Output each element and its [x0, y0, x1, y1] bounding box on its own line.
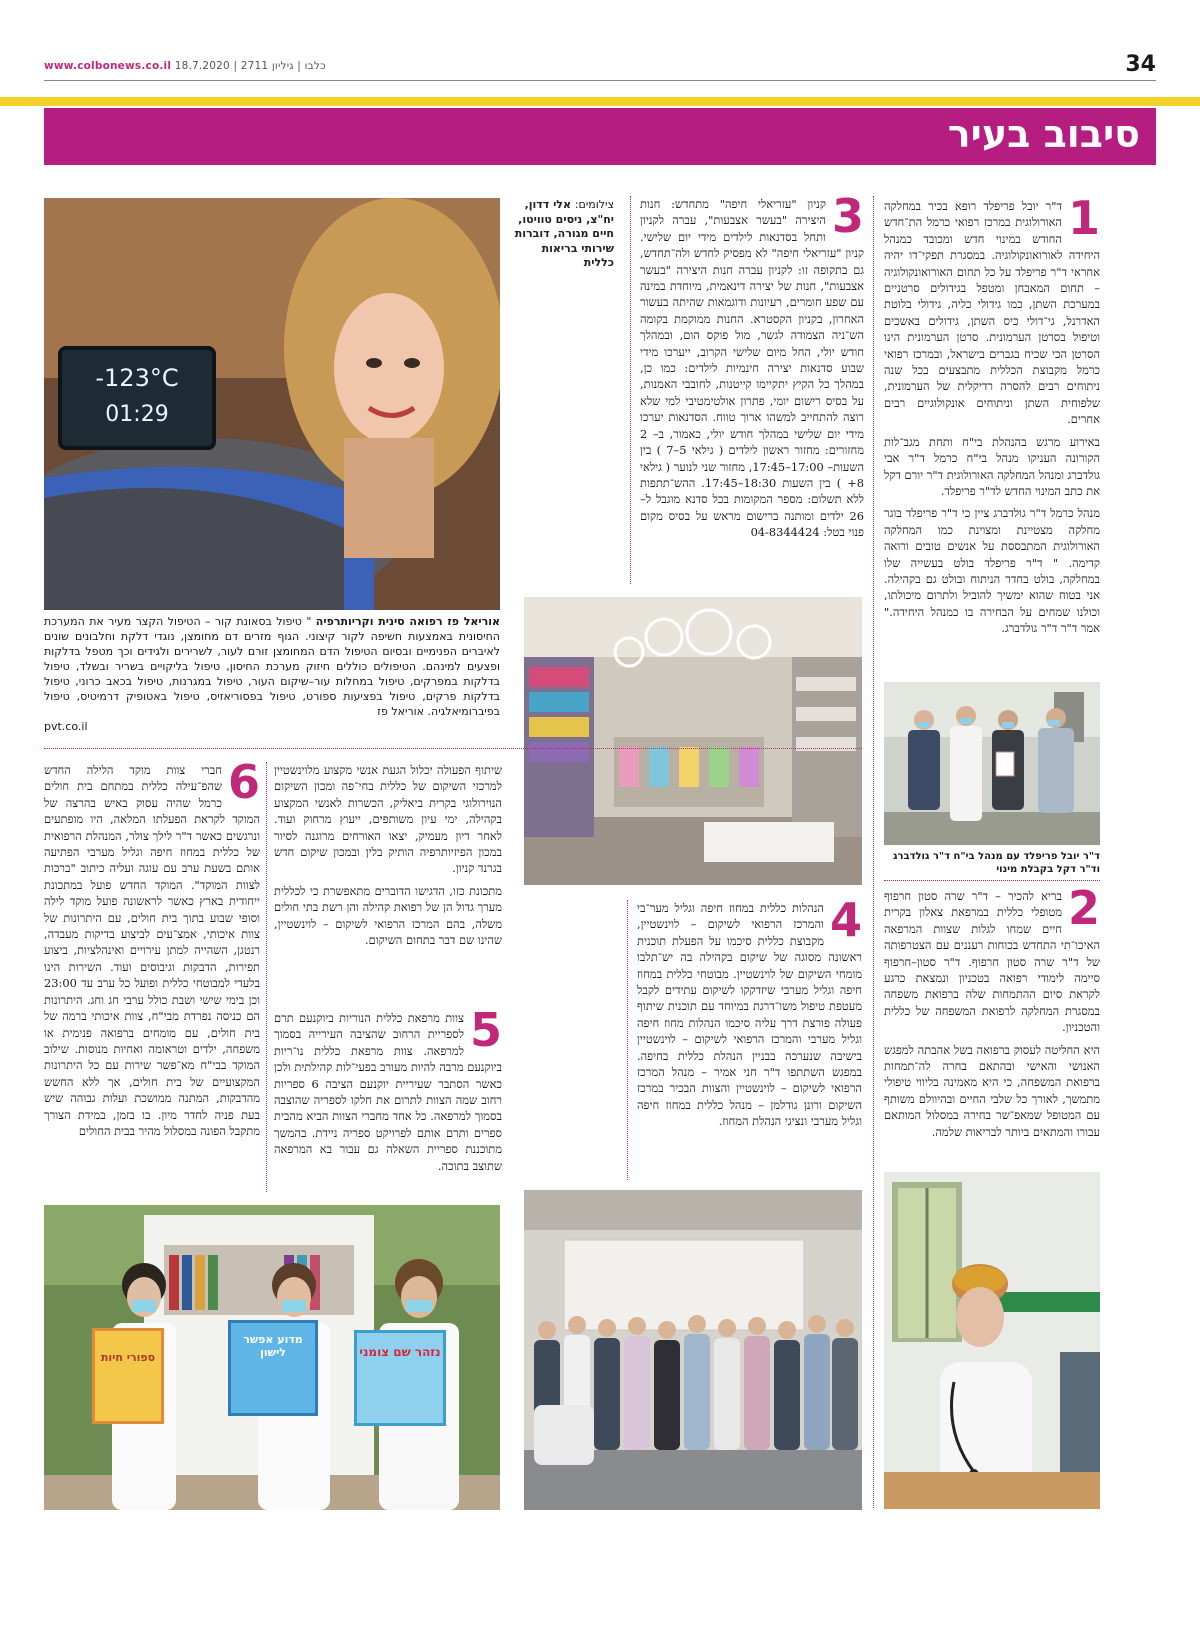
item-5-paragraph: צוות מרפאת כללית הנוריות ביוקנעם תרם לספריית הרחוב שהציבה העירייה בסמוך למרפאה. צוות מרפאת כללית נו־ריות ביוקנעם מרבה להיות מעורב בפעי־לות קהילתית ולכן כאשר הסתבר שעיריית יוקנעם הציבה 6 ספריות רחוב שמה הצוות לתרום את חלקו לספריה שהוצבה בסמוך למרפאה. כל אחד מחברי הצוות הביא מהבית ספרים ותרם אותם לפרויקט ספריה ניידת. בהמשך מתוכננת ספריית השאלה גם עבור בא המרפאה שתוצב בתוכה. — [274, 1011, 502, 1173]
ad-body: " טיפול בסאונת קור – הטיפול הקצר מעיר את המערכת החיסונית באמצעות חשיפה לקור קיצוני. הגוף מזרים דם מחומצן, נוגדי דלקת וחלבונים שונים לאיברים הפנימיים ובסיום הטיפול הדם המחומצן זורם לעור, לשרירים ולגידים וכך מטפל בדלקות ופצעים למינהם. הטיפולים כוללים חיזוק מערכת החיסון, טיפול בליקויים בשריר ובשלד, טיפול בדלקות במפרקים, טיפול במחלות עור–שיקום העור, טיפול במגרנות, טיפול בכאב כרוני, טיפול בדלקות פרקים, טיפול בפציעות ספורט, טיפול בפסוריאזיס, טיפול באטופיק דרמיטיס, טיפול בפיברומיאלגיה. אוריאל פז — [44, 615, 500, 718]
item-1-text — [884, 198, 1100, 668]
item-6-paragraph: חברי צוות מוקד הלילה החדש שהפ־עילה כללית במתחם בית חולים כרמל שהיה עסוק באיש בהרצה של המוקד לקראת הפעלתו המלאה, היו מופתעים ונרגשים כאשר ד"ר לילך צולר, המנהלת הרפואית של כללית במחוז חיפה וגליל מערבי הפתיעה אותם בשעת ערב עם עוגה ועליה כיתוב "ברכות לצוות המוקד". המוקד החדש פועל במתכונת ייחודית בארץ כאשר לראשונה פועל מוקד לילה וסופי שבוע בתוך בית חולים, עם היתרונות של צוות איכותי, אמצ־עים לביצוע בדיקות מעבדה, רנטגן, השהייה למתן עירויים ואינהלציות, ביצוע תפירות, הדבקות וגיבוסים ועוד. השירות הינו בלעדי למבוטחי כללית ופועל כל ערב עד 23:00 וכן בימי שישי ושבת כולל ערבי חג וחג. היתרונות הם כניסה נפרדת מבי"ח, צוות איכותי ברמה של בית חולים, עם מומחים ברפואה פנימית או משפחה, ילדים וטראומה ואחיות מנוסות. שילוב המוקד בבי"ח מא־פשר שירות עם כל היתרונות המקצועיים של בית חולים, אך ללא החשש מהדבקות, המתנה ממושכת ועלות גבוהה שיש בעת פניה לחדר מיון. בו בזמן, במידת הצורך מתקבל הפונה במסלול מהיר בבית החולים — [44, 763, 260, 1138]
craft-store-photo — [524, 597, 862, 885]
item-4-continuation — [274, 762, 502, 1002]
doctor-portrait-photo — [884, 1172, 1100, 1509]
appointment-photo-caption: ד"ר יובל פריפלד עם מנהל בי"ח ד"ר גולדברג וד"ר דקל בקבלת מינוי — [892, 851, 1100, 875]
section-title: סיבוב בעיר — [947, 112, 1140, 156]
book-cover: מדוע אפשר לישון — [228, 1320, 318, 1416]
credits-label: צילומים: — [574, 198, 614, 211]
item-1-paragraph: באירוע מרגש בהנהלת בי"ח ותחת מגב־לות הקורונה העניקו מנהל בי"ח כרמל ד"ר אבי גולדברג ומנהל המחלקה האורולוגית ד"ר יורם דקל את כתב המינוי החדש לד"ר פריפלד. — [884, 434, 1100, 498]
book-cover: נזהר שם צומני — [354, 1330, 446, 1426]
item-2-paragraph: היא החליטה לעסוק ברפואה בשל אהבתה למפגש האנושי והאישי ובהתאם בחרה לה־תמחות ברפואת המשפחה, כי היא מאמינה בליווי טיפולי מתמשך, לאורך כל שלבי החיים ובהיוולם משותף עם המטופל שמאפ־שר בחירה במסלול המותאם עבורו והמתאים ביותר לבריאות שלמה. — [884, 1042, 1100, 1139]
item-3-number: 3 — [831, 196, 864, 243]
item-1-paragraph: מנהל כרמל ד"ר גולדברג ציין כי ד"ר פריפלד בוגר מחלקה מצטיינת ומצוינת כמו המחלקה האורולוגית המתבססת על אנשים טובים ורואה קדימה. " ד"ר פריפלד בולט בעשייה שלו במחלקה, בולט בחדר הניתוח ובולט גם בקהילה. אני בטוח שהוא ימשיך להוביל ולתרום מיכולתו, וכולנו שמחים על הבחירה בו כמנהל היחידה." אמר ד"ר ד"ר גולדברג. — [884, 506, 1100, 636]
yellow-band — [0, 97, 1200, 106]
sauna-ad-caption — [44, 614, 500, 740]
item-6-number: 6 — [227, 762, 260, 809]
item-5-text — [274, 1010, 502, 1190]
item-4-number: 4 — [829, 900, 862, 947]
masthead-line — [44, 60, 326, 72]
column-divider — [873, 196, 874, 1508]
item-4-paragraph: שיתוף הפעולה יכלול הגעת אנשי מקצוע מלוינשטיין למרכזי השיקום של כללית בחי־פה ומכון השיקום הנוירולוגי בקרית ביאליק, הכשרות לאנשי המקצוע בקהילה, ימי עיון משותפים, ייעוץ מרחוק ועוד. לאחר דיון מעמיק, יצאו האורחים מרוגנה לסיור במכון הפיזיותרפיה הותיק בלין ובמכון שיקום חדש בגרנד קניון. — [274, 763, 502, 876]
item-2-paragraph: בריא להכיר – ד"ר שרה סטון חרפוף מטופלי כללית במרפאת צאלון בקרית חיים שמחו לגלות שצוות המרפאה האיכו־תי התחדש בכוחות רעננים עם הצטרפותה של ד"ר שרה סטון חרפוף. ד"ר סטון–חרפוף סיימה לימודי רפואה בטכניון ונמצאת כרגע לקראת סיום ההתמחות שלה ברפואת משפחה במסגרת המחלקה לרפואת המשפחה של כללית והטכניון. — [884, 889, 1100, 1035]
section-divider — [44, 748, 862, 749]
item-3-paragraph: קניון "עזריאלי חיפה" מתחדש: חנות היצירה "בעשר אצבעות", עברה לקניון ותחל בסדנאות לילדים מידי יום שלישי. קניון "עזריאלי חיפה" לא מפסיק לחדש ולה־תחדש, גם בתקופה זו: לקניון עברה חנות היצירה "בעשר אצבעות", חנות של יצירה דינאמית, מיוחדת במינה עם שפע חומרים, רעיונות ודוגמאות שהיתה בעשור האחרון, בקניון הקסטרא. החנות ממוקמת בקומה הש־ניה הצמודה לגשר, מול פוקס הום, ובמהלך חודש יולי, החל מיום שלישי הקרוב, ייערכו מידי שבוע סדנאות יצירה חינמיות לילדים: כמו כן, במהלך כל הקיץ יתקיימו קייטנות, לחובבי האמנות, על בסיס רישום יומי, פתרון אולטימטיבי למי שלא רוצה להתחייב למשהו ארוך טווח. הסדנאות יערכו מידי יום שלישי במהלך חודש יולי, כאמור, ב– 2 מחזורים: מחזור ראשון לילדים ( גילאי 5–7 ) בין השעות– 17:00–17:45, מחזור שני לנוער ( גילאי 8+ ) בין השעות 18:30–17:45. ההש־תתפות ללא תשלום: מספר המקומות בכל סדנא מוגבל ל– 26 ילדים ומותנה ברישום מראש על בסיס מקום פנוי בטל: 04-8344424 — [640, 197, 864, 540]
item-4-paragraph: מתכונת כזו, הדגישו הדוברים מתאפשרת כי לכללית מערך גדול הן של רפואת קהילה והן רשת בתי חולים משלה, בהם המרכז הרפואי לשיקום – לוינשטיין, שהינו שם דבר בתחום השיקום. — [274, 883, 502, 948]
ad-site[interactable]: pvt.co.il — [44, 720, 88, 733]
item-4-text — [637, 900, 862, 1180]
photo-credits — [514, 198, 614, 271]
item-3-text — [640, 196, 864, 584]
book-cover: ספורי חיות — [92, 1328, 164, 1424]
appointment-photo — [884, 682, 1100, 845]
item-2-text — [884, 888, 1100, 1170]
page-number: 34 — [1125, 52, 1156, 77]
column-divider — [627, 900, 628, 1180]
column-divider — [266, 762, 267, 1192]
site-url[interactable]: www.colbonews.co.il — [44, 60, 172, 72]
ad-title: אוריאל פז רפואה סינית וקריותרפיה — [315, 615, 500, 628]
item-divider — [884, 880, 1100, 881]
item-2-number: 2 — [1067, 888, 1100, 935]
item-6-text — [44, 762, 260, 1192]
sauna-temperature: -123°C — [95, 364, 179, 392]
item-5-number: 5 — [469, 1010, 502, 1057]
column-divider — [630, 196, 631, 584]
issue-info: כלבו | גיליון 2711 | 18.7.2020 — [174, 60, 326, 72]
header-divider — [44, 80, 1156, 81]
group-meeting-photo — [524, 1190, 862, 1510]
sauna-display-panel — [58, 346, 216, 450]
credits-names: אלי דדון, יח"צ, ניסים טוויטו, חיים מגורה, דוברות שירותי בריאות כללית — [514, 198, 614, 269]
item-4-paragraph: הנהלות כללית במחוז חיפה וגליל מער־בי והמרכז הרפואי לשיקום – לוינשטיין, מקבוצת כללית סיכמו על הפעלת תוכנית ראשונה מסוגה של שיקום בקהילה בה יש־תלבו מומחי השיקום של לוינשטיין. מבוטחי כללית במחוז חיפה וגליל מערבי שיזדקקו לשיקום עתידים לקבל מעטפת טיפול משו־דרגת במיוחד עם תוכנית שיתוף פעולה פורצת דרך עליה סיכמו הנהלות מחוז חיפה וגליל מערבי והמרכז הרפואי לשיקום – לוינשטיין בישיבה שנערכה בבניין הנהלת כללית בחיפה. במפגש השתתפו ד"ר חני אמיר – מנהל המרכז הרפואי לשיקום – לוינשטיין והצוות הבכיר במרכז השיקום ורונן גודלמן – מנהל כללית במחוז חיפה וגליל מערבי ונציגי הנהלת המחוז. — [637, 901, 862, 1129]
item-1-paragraph: ד"ר יובל פריפלד רופא בכיר במחלקה האורולוגית במרכז רפואי כרמל הת־חדש החודש במינוי חדש ומכובד כמנהל היחידה לאורואונקולוגיה. במסגרת תפקי־דו יהיה אחראי ד"ר פריפלד על כל תחום האורואונקולוגיה – תחום המאבחן ומטפל בגידולים סרטניים במערכת השתן, כמו גידולי כליה, גידולי בלוטת האדרנל, גי־דולי כיס השתן, גידולים באשכים וטיפול בסרטן הערמונית. סרטן הערמונית הינו הסרטן הכי שכיח בגברים בישראל, ובמרכז רפואי כרמל מקבוצת הכללית מתבצעים בכל שנה ניתוחים רבים להסרה רדיקלית של הערמונית, שלפוחית השתן וניתוחים אונקולוגיים רבים אחרים. — [884, 199, 1100, 427]
item-1-number: 1 — [1067, 198, 1100, 245]
sauna-timer: 01:29 — [105, 402, 169, 427]
